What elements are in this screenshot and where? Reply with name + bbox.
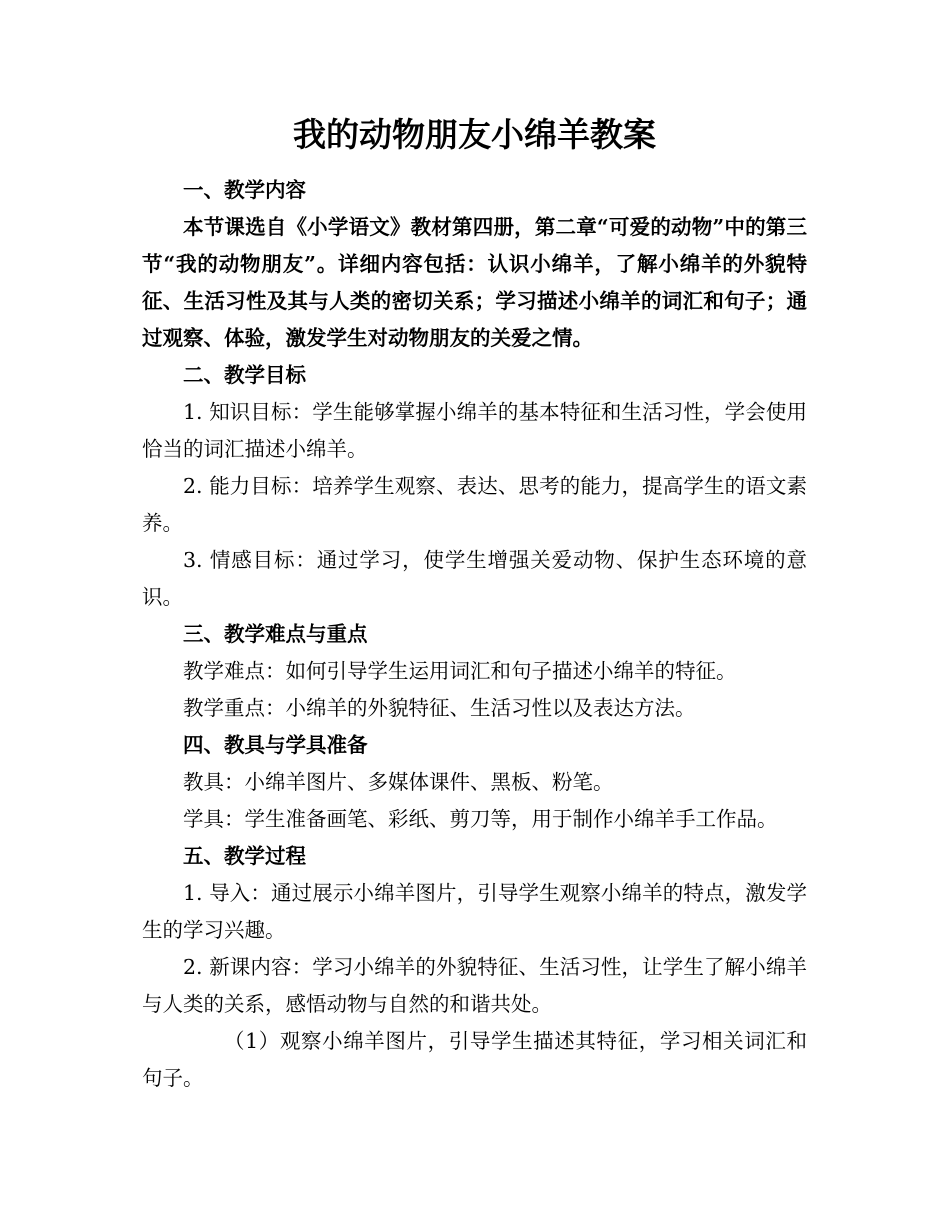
- content-paragraph: 本节课选自《小学语文》教材第四册，第二章“可爱的动物”中的第三节“我的动物朋友”。详细内容包括：认识小绵羊，了解小绵羊的外貌特征、生活习性及其与人类的密切关系；学习描述小绵羊的词汇和句子；通过观察、体验，激发学生对动物朋友的关爱之情。: [142, 215, 807, 350]
- focus-item: 教学重点：小绵羊的外貌特征、生活习性以及表达方法。: [183, 696, 696, 720]
- section-heading-materials: 四、教具与学具准备: [183, 733, 368, 757]
- goal-item-emotion: 3. 情感目标：通过学习，使学生增强关爱动物、保护生态环境的意识。: [142, 548, 807, 609]
- section-heading-process: 五、教学过程: [183, 844, 306, 868]
- goal-item-ability: 2. 能力目标：培养学生观察、表达、思考的能力，提高学生的语文素养。: [142, 474, 807, 535]
- section-heading-goals: 二、教学目标: [183, 363, 306, 387]
- section-heading-content: 一、教学内容: [183, 178, 306, 202]
- student-materials-item: 学具：学生准备画笔、彩纸、剪刀等，用于制作小绵羊手工作品。: [183, 807, 778, 831]
- difficulty-item: 教学难点：如何引导学生运用词汇和句子描述小绵羊的特征。: [183, 659, 737, 683]
- section-heading-key-points: 三、教学难点与重点: [183, 622, 368, 646]
- document-page: [142, 112, 807, 1097]
- document-title: 我的动物朋友小绵羊教案: [293, 115, 656, 154]
- process-subitem-observe: （1）观察小绵羊图片，引导学生描述其特征，学习相关词汇和句子。: [142, 1029, 807, 1090]
- process-item-new-lesson: 2. 新课内容：学习小绵羊的外貌特征、生活习性，让学生了解小绵羊与人类的关系，感悟动物与自然的和谐共处。: [142, 955, 807, 1016]
- process-item-intro: 1. 导入：通过展示小绵羊图片，引导学生观察小绵羊的特点，激发学生的学习兴趣。: [142, 881, 807, 942]
- teaching-aids-item: 教具：小绵羊图片、多媒体课件、黑板、粉笔。: [183, 770, 614, 794]
- goal-item-knowledge: 1. 知识目标：学生能够掌握小绵羊的基本特征和生活习性，学会使用恰当的词汇描述小绵羊。: [142, 400, 807, 461]
